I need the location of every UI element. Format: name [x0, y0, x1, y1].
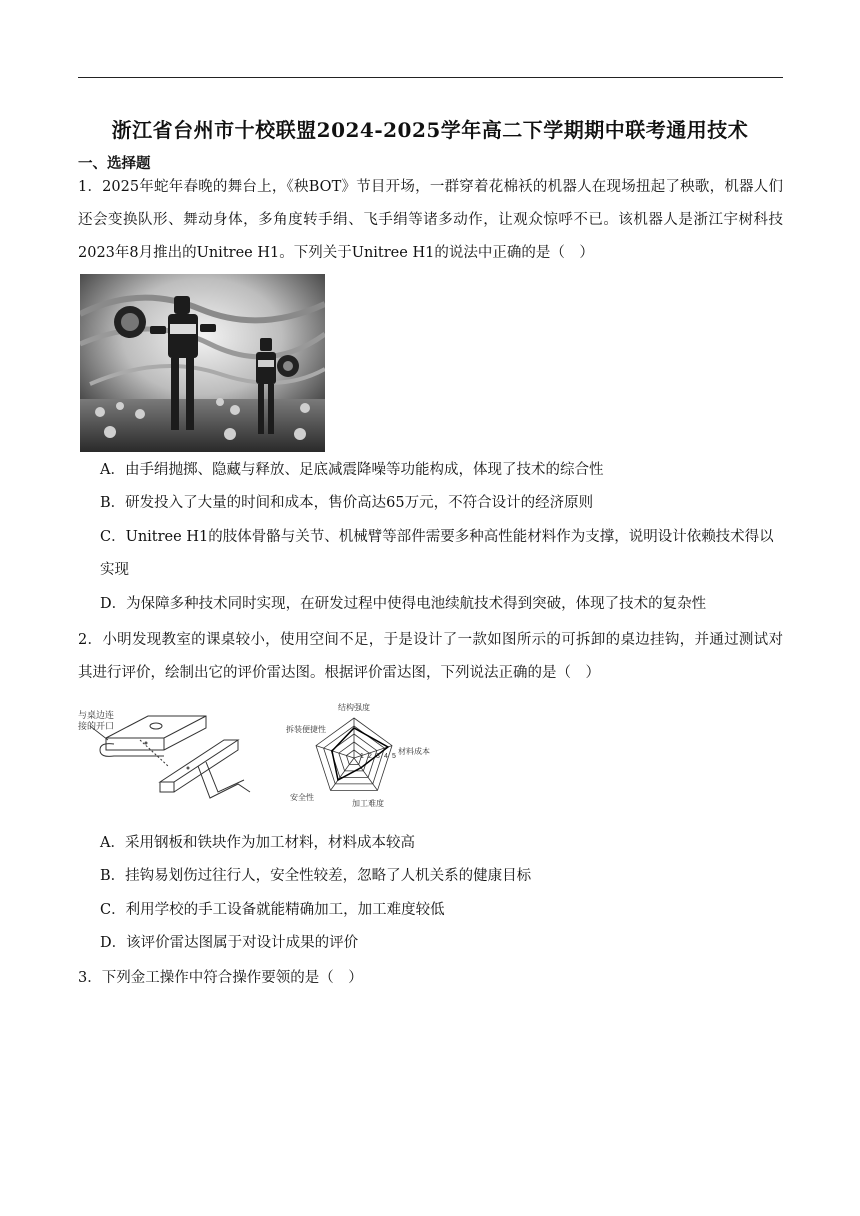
radar-chart	[282, 696, 442, 814]
hook-diagram-label: 与桌边连 接的开口	[78, 710, 115, 731]
radar-tick: 5	[392, 753, 396, 760]
header-rule	[78, 77, 783, 78]
question-1-option-a: A．由手绢抛掷、隐藏与释放、足底减震降噪等功能构成，体现了技术的综合性	[100, 462, 604, 478]
question-2-option-c: C．利用学校的手工设备就能精确加工，加工难度较低	[100, 902, 445, 918]
section-heading: 一、选择题	[78, 155, 151, 172]
robot-stage-photo	[80, 274, 325, 452]
radar-tick: 1	[360, 753, 364, 760]
radar-axis-label: 材料成本	[398, 747, 430, 756]
question-2-option-d: D．该评价雷达图属于对设计成果的评价	[100, 935, 359, 951]
radar-axis-label: 加工难度	[352, 799, 384, 808]
hook-diagram	[78, 700, 266, 808]
question-2-stem: 2．小明发现教室的课桌较小，使用空间不足，于是设计了一款如图所示的可拆卸的桌边挂钩，并通过测试对其进行评价，绘制出它的评价雷达图。根据评价雷达图，下列说法正确的是（ ）	[78, 632, 783, 681]
question-2-option-a: A．采用钢板和铁块作为加工材料，材料成本较高	[100, 835, 415, 851]
question-3-stem: 3．下列金工操作中符合操作要领的是（ ）	[78, 970, 363, 986]
question-1-option-b: B．研发投入了大量的时间和成本，售价高达65万元，不符合设计的经济原则	[100, 495, 594, 511]
document-title: 浙江省台州市十校联盟2024-2025学年高二下学期期中联考通用技术	[111, 118, 749, 142]
question-2-option-b: B．挂钩易划伤过往行人，安全性较差，忽略了人机关系的健康目标	[100, 868, 532, 884]
question-1-stem: 1．2025年蛇年春晚的舞台上，《秧BOT》节目开场，一群穿着花棉袄的机器人在现场扭起了秧歌，机器人们还会变换队形、舞动身体，多角度转手绢、飞手绢等诸多动作，让观众惊呼不已。该机器人是浙江宇树科技2023年8月推出的Unitree H1。下列关于Unitree H1的说法中正确的是（ ）	[78, 179, 783, 261]
question-1-option-c: C．Unitree H1的肢体骨骼与关节、机械臂等部件需要多种高性能材料作为支撑，说明设计依赖技术得以实现	[100, 529, 774, 578]
question-1-option-d: D．为保障多种技术同时实现，在研发过程中使得电池续航技术得到突破，体现了技术的复杂性	[100, 596, 707, 612]
radar-tick: 2	[368, 753, 372, 760]
radar-tick: 4	[384, 753, 388, 760]
radar-axis-label: 拆装便捷性	[286, 725, 326, 734]
radar-tick: 3	[376, 753, 380, 760]
radar-axis-label: 结构强度	[338, 703, 370, 712]
radar-axis-label: 安全性	[290, 793, 314, 802]
